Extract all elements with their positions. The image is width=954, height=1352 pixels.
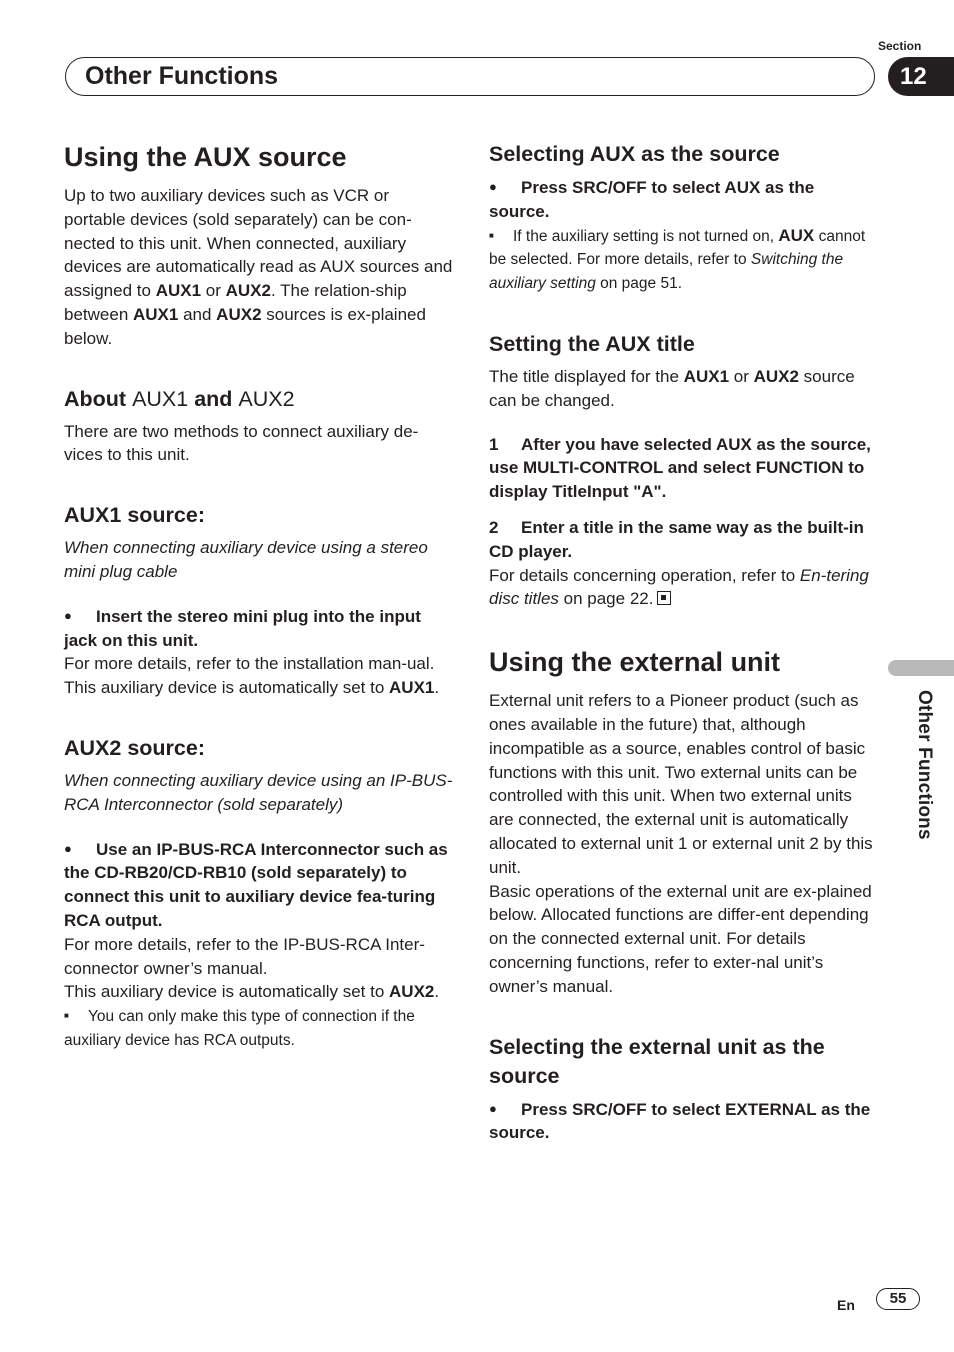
external-paragraph-1: External unit refers to a Pioneer product (such as ones available in the future) that, although incompatible as a source, enables control of basic functions with this unit. Two external units can be controlled with this unit. When two external units are connected, the external unit is automatically allocated to external unit 1 or external unit 2 by this unit. — [489, 691, 873, 877]
aux1-step: ● Insert the stereo mini plug into the input jack on this unit. — [64, 604, 454, 653]
select-aux-note: ■ If the auxiliary setting is not turned on, AUX cannot be selected. For more details, refer to Switching the auxiliary setting on page 51. — [489, 224, 879, 296]
heading-aux2-source: AUX2 source: — [64, 735, 205, 760]
section-label: Section — [878, 39, 922, 53]
aux1-italic-note: When connecting auxiliary device using a stereo mini plug cable — [64, 538, 428, 581]
aux-title-paragraph: The title displayed for the AUX1 or AUX2 source can be changed. — [489, 366, 855, 410]
select-aux-step: ● Press SRC/OFF to select AUX as the source. — [489, 175, 879, 224]
side-tab-label: Other Functions — [914, 690, 935, 840]
end-mark-icon — [657, 591, 671, 605]
page-number: 55 — [876, 1288, 920, 1310]
right-column — [489, 140, 879, 1145]
heading-aux-title: Setting the AUX title — [489, 331, 695, 356]
select-external-step: ● Press SRC/OFF to select EXTERNAL as the source. — [489, 1097, 879, 1146]
aux2-detail: For more details, refer to the IP-BUS-RCA Inter-connector owner’s manual. — [64, 934, 425, 978]
heading-using-aux: Using the AUX source — [64, 142, 347, 172]
step-1: 1 After you have selected AUX as the source, use MULTI-CONTROL and select FUNCTION to display TitleInput "A". — [489, 434, 871, 502]
heading-about-aux: About AUX1 and AUX2 — [64, 386, 295, 411]
step-2-detail: For details concerning operation, refer to En-tering disc titles on page 22. — [489, 565, 869, 609]
section-number-badge: 12 — [888, 57, 954, 96]
about-paragraph: There are two methods to connect auxiliary de-vices to this unit. — [64, 421, 419, 465]
page-title: Other Functions — [85, 62, 279, 90]
aux1-auto-set: This auxiliary device is automatically set to AUX1. — [64, 678, 440, 698]
heading-external-unit: Using the external unit — [489, 647, 781, 678]
heading-selecting-aux: Selecting AUX as the source — [489, 142, 780, 166]
aux1-detail: For more details, refer to the installation man-ual. — [64, 654, 435, 674]
aux2-italic-note: When connecting auxiliary device using an IP-BUS-RCA Interconnector (sold separately) — [64, 770, 453, 814]
heading-aux1-source: AUX1 source: — [64, 503, 205, 528]
aux2-note: ■ You can only make this type of connection if the auxiliary device has RCA outputs. — [64, 1004, 454, 1053]
language-label: En — [837, 1297, 855, 1313]
heading-select-external: Selecting the external unit as the source — [489, 1034, 825, 1088]
aux2-step: ● Use an IP-BUS-RCA Interconnector such as the CD-RB20/CD-RB10 (sold separately) to connect this unit to auxiliary device fea-turing RCA output. — [64, 837, 454, 933]
external-paragraph-2: Basic operations of the external unit are ex-plained below. Allocated functions are differ-ent depending on the connected external unit. For details concerning functions, refer to exter-nal unit’s owner’s manual. — [489, 881, 872, 996]
left-column — [64, 140, 454, 1053]
intro-paragraph: Up to two auxiliary devices such as VCR or portable devices (sold separately) can be con-nected to this unit. When connected, auxiliary devices are automatically read as AUX sources and assigned to AUX1 or AUX2. The relation-ship between AUX1 and AUX2 sources is ex-plained below. — [64, 186, 453, 348]
step-2: 2 Enter a title in the same way as the built-in CD player. — [489, 517, 864, 561]
side-tab-marker — [888, 660, 954, 676]
aux2-auto-set: This auxiliary device is automatically set to AUX2. — [64, 982, 440, 1002]
